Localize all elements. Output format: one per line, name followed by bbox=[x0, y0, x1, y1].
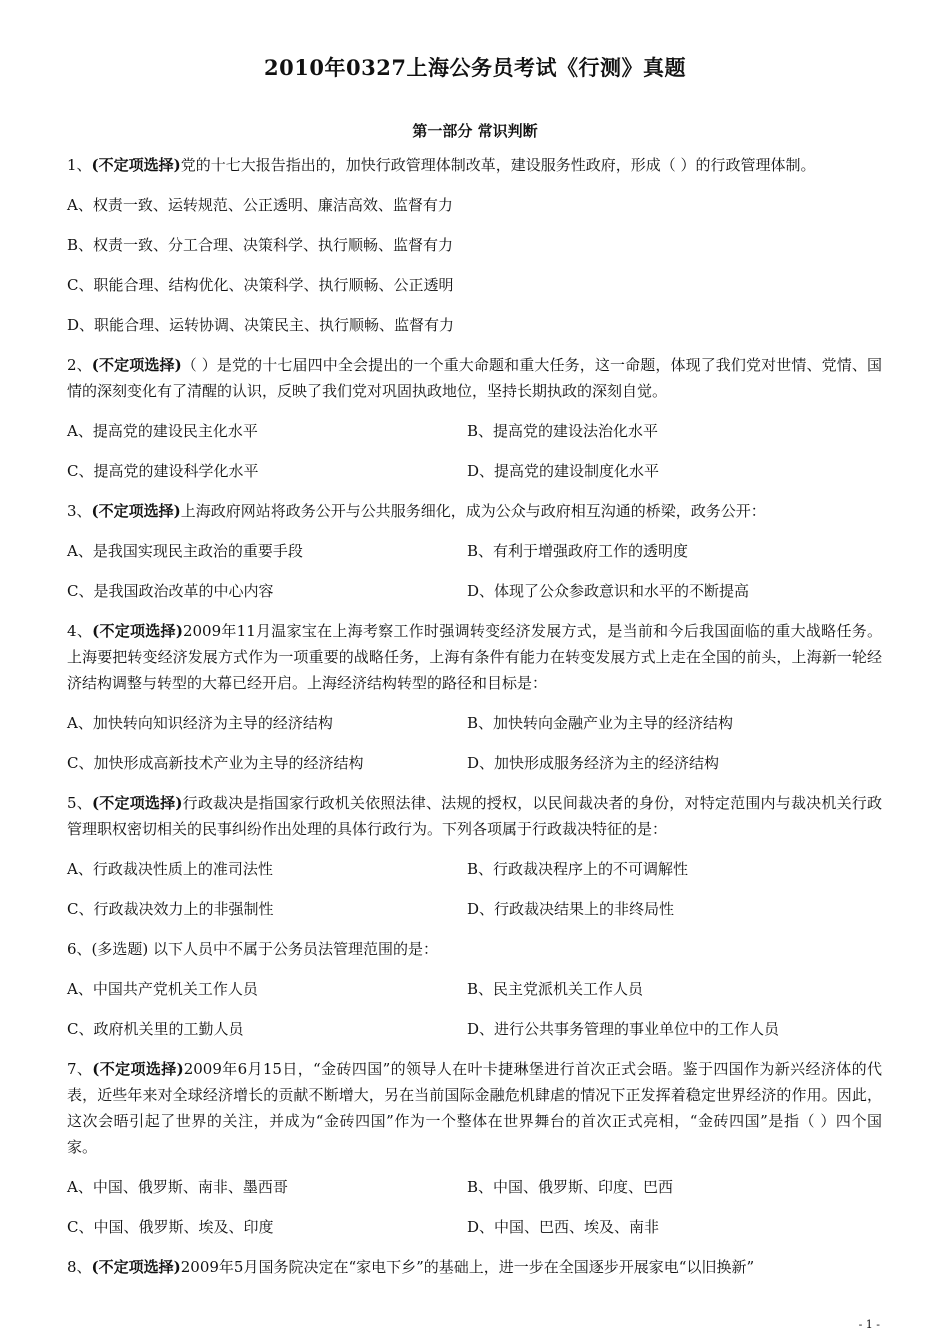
option-d: D、职能合理、运转协调、决策民主、执行顺畅、监督有力 bbox=[67, 316, 455, 334]
question-number: 4、 bbox=[67, 622, 93, 640]
option-a: A、加快转向知识经济为主导的经济结构 bbox=[67, 714, 333, 732]
option-b: B、权责一致、分工合理、决策科学、执行顺畅、监督有力 bbox=[67, 236, 454, 254]
option-row bbox=[67, 1214, 882, 1240]
page-number: - 1 - bbox=[858, 1318, 880, 1331]
option-c: C、行政裁决效力上的非强制性 bbox=[67, 900, 274, 918]
question-7 bbox=[67, 1056, 882, 1160]
option-a: A、是我国实现民主政治的重要手段 bbox=[67, 542, 303, 560]
option-c: C、提高党的建设科学化水平 bbox=[67, 462, 259, 480]
option-row bbox=[67, 538, 882, 564]
question-text: （ ）是党的十七届四中全会提出的一个重大命题和重大任务，这一命题，体现了我们党对世情、党情、国情的深刻变化有了清醒的认识，反映了我们党对巩固执政地位，坚持长期执政的深刻自觉。 bbox=[67, 356, 882, 400]
option-b: B、有利于增强政府工作的透明度 bbox=[467, 542, 689, 560]
option-row bbox=[67, 1016, 882, 1042]
question-list bbox=[67, 152, 882, 1294]
option-row bbox=[67, 710, 882, 736]
option-c: C、加快形成高新技术产业为主导的经济结构 bbox=[67, 754, 364, 772]
question-text: (多选题) 以下人员中不属于公务员法管理范围的是： bbox=[91, 940, 439, 958]
question-type-tag: (不定项选择) bbox=[91, 156, 181, 174]
option-row bbox=[67, 856, 882, 882]
question-number: 5、 bbox=[67, 794, 92, 812]
question-type-tag: (不定项选择) bbox=[91, 502, 181, 520]
section-heading: 第一部分 常识判断 bbox=[412, 122, 538, 140]
option-d: D、体现了公众参政意识和水平的不断提高 bbox=[467, 582, 750, 600]
question-text: 2009年5月国务院决定在“家电下乡”的基础上，进一步在全国逐步开展家电“以旧换新” bbox=[180, 1258, 755, 1276]
option-b: B、加快转向金融产业为主导的经济结构 bbox=[467, 714, 734, 732]
option-c: C、职能合理、结构优化、决策科学、执行顺畅、公正透明 bbox=[67, 276, 454, 294]
question-number: 1、 bbox=[67, 156, 92, 174]
question-type-tag: (不定项选择) bbox=[91, 1258, 181, 1276]
option-d: D、进行公共事务管理的事业单位中的工作人员 bbox=[467, 1020, 780, 1038]
question-type-tag: (不定项选择) bbox=[92, 1060, 184, 1078]
question-5 bbox=[67, 790, 882, 842]
option-c: C、是我国政治改革的中心内容 bbox=[67, 582, 274, 600]
option-row bbox=[67, 1174, 882, 1200]
option-c: C、政府机关里的工勤人员 bbox=[67, 1020, 244, 1038]
question-8 bbox=[67, 1254, 882, 1280]
question-text: 2009年6月15日，“金砖四国”的领导人在叶卡捷琳堡进行首次正式会晤。鉴于四国作为新兴经济体的代表，近些年来对全球经济增长的贡献不断增大，另在当前国际金融危机肆虐的情况下正发挥着稳定世界经济的作用。因此，这次会晤引起了世界的关注，并成为“金砖四国”作为一个整体在世界舞台的首次正式亮相，“金砖四国”是指（ ）四个国家。 bbox=[67, 1060, 882, 1156]
option-a: A、权责一致、运转规范、公正透明、廉洁高效、监督有力 bbox=[67, 196, 453, 214]
question-type-tag: (不定项选择) bbox=[92, 622, 183, 640]
option-a: A、行政裁决性质上的准司法性 bbox=[67, 860, 273, 878]
option-row bbox=[67, 458, 882, 484]
option-row bbox=[67, 976, 882, 1002]
question-number: 3、 bbox=[67, 502, 92, 520]
question-2 bbox=[67, 352, 882, 404]
option-d: D、行政裁决结果上的非终局性 bbox=[467, 900, 675, 918]
question-text: 行政裁决是指国家行政机关依照法律、法规的授权，以民间裁决者的身份，对特定范围内与裁决机关行政管理职权密切相关的民事纠纷作出处理的具体行政行为。下列各项属于行政裁决特征的是： bbox=[67, 794, 882, 838]
option-d: D、加快形成服务经济为主的经济结构 bbox=[467, 754, 720, 772]
option-b: B、行政裁决程序上的不可调解性 bbox=[467, 860, 689, 878]
question-number: 2、 bbox=[67, 356, 92, 374]
option-row bbox=[67, 578, 882, 604]
option-d: D、提高党的建设制度化水平 bbox=[467, 462, 660, 480]
question-text: 党的十七大报告指出的，加快行政管理体制改革，建设服务性政府，形成（ ）的行政管理体制。 bbox=[180, 156, 816, 174]
option-b: B、提高党的建设法治化水平 bbox=[467, 422, 659, 440]
option-row bbox=[67, 896, 882, 922]
option-row bbox=[67, 418, 882, 444]
question-text: 上海政府网站将政务公开与公共服务细化，成为公众与政府相互沟通的桥梁，政务公开： bbox=[180, 502, 766, 520]
question-text: 2009年11月温家宝在上海考察工作时强调转变经济发展方式，是当前和今后我国面临的重大战略任务。上海要把转变经济发展方式作为一项重要的战略任务，上海有条件有能力在转变发展方式上走在全国的前头，上海新一轮经济结构调整与转型的大幕已经开启。上海经济结构转型的路径和目标是： bbox=[67, 622, 882, 692]
option-b: B、中国、俄罗斯、印度、巴西 bbox=[467, 1178, 674, 1196]
question-3 bbox=[67, 498, 882, 524]
question-6 bbox=[67, 936, 882, 962]
option-row bbox=[67, 750, 882, 776]
option-a: A、提高党的建设民主化水平 bbox=[67, 422, 258, 440]
option-d: D、中国、巴西、埃及、南非 bbox=[467, 1218, 660, 1236]
question-number: 6、 bbox=[67, 940, 92, 958]
question-1 bbox=[67, 152, 882, 178]
question-4 bbox=[67, 618, 882, 696]
option-b: B、民主党派机关工作人员 bbox=[467, 980, 644, 998]
document-title: 2010年0327上海公务员考试《行测》真题 bbox=[264, 55, 686, 80]
option-a: A、中国、俄罗斯、南非、墨西哥 bbox=[67, 1178, 288, 1196]
question-number: 7、 bbox=[67, 1060, 93, 1078]
option-c: C、中国、俄罗斯、埃及、印度 bbox=[67, 1218, 274, 1236]
option-a: A、中国共产党机关工作人员 bbox=[67, 980, 258, 998]
question-type-tag: (不定项选择) bbox=[91, 794, 183, 812]
question-type-tag: (不定项选择) bbox=[91, 356, 182, 374]
question-number: 8、 bbox=[67, 1258, 92, 1276]
